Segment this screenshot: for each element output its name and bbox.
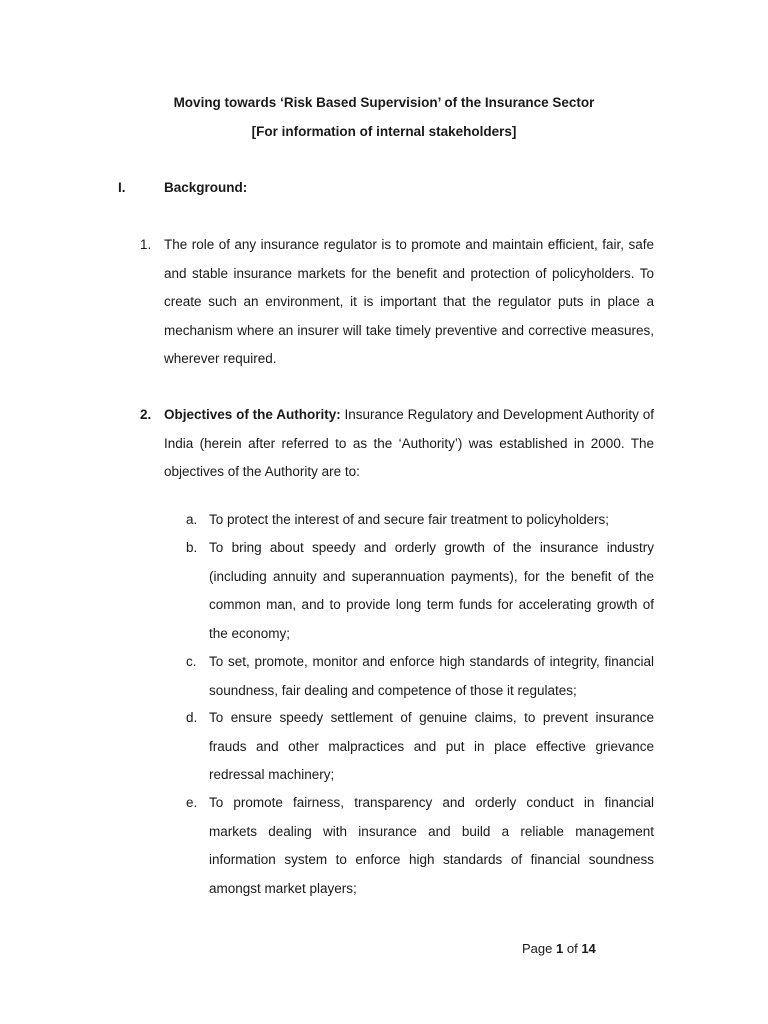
page-label: Page (522, 941, 553, 956)
list-item-text: To promote fairness, transparency and orderly conduct in financial markets dealing with insurance and build a reliable management information system to enforce high standards of financial soundness amongst market players; (209, 795, 654, 896)
paragraph-body (164, 231, 654, 374)
page-footer (522, 941, 596, 956)
paragraph-text: The role of any insurance regulator is to promote and maintain efficient, fair, safe and stable insurance markets for the benefit and protection of policyholders. To create such an environment, it is important that the regulator puts in place a mechanism where an insurer will take timely preventive and corrective measures, wherever required. (164, 237, 654, 366)
paragraph-number: 1. (140, 237, 152, 252)
section-heading: Background: (164, 180, 248, 195)
list-item-text: To ensure speedy settlement of genuine claims, to prevent insurance frauds and other malpractices and put in place effective grievance redressal machinery; (209, 710, 654, 782)
of-label: of (566, 941, 578, 956)
list-item-text: To bring about speedy and orderly growth of the insurance industry (including annuity and superannuation payments), for the benefit of the common man, and to provide long term funds for accelerating growth of the economy; (209, 540, 654, 641)
list-item-letter: c. (186, 654, 197, 669)
total-pages: 14 (581, 941, 596, 956)
section-number: I. (118, 180, 126, 195)
list-item-letter: e. (186, 795, 198, 810)
document-subtitle: [For information of internal stakeholders] (251, 124, 517, 139)
list-item-text: To protect the interest of and secure fair treatment to policyholders; (209, 512, 609, 527)
list-item-letter: b. (186, 540, 198, 555)
document-title: Moving towards ‘Risk Based Supervision’ of the Insurance Sector (173, 95, 595, 110)
paragraph-body (164, 401, 654, 487)
paragraph-lead: Objectives of the Authority: (164, 407, 341, 422)
list-item-text: To set, promote, monitor and enforce high standards of integrity, financial soundness, fair dealing and competence of those it regulates; (209, 654, 654, 698)
list-item-letter: d. (186, 710, 198, 725)
paragraph-number: 2. (140, 407, 152, 422)
list-item-letter: a. (186, 512, 198, 527)
paragraph-text: Insurance Regulatory and Development Authority of India (herein after referred to as the ‘Authority’) was established in 2000. The objectives of the Authority are to: (164, 407, 655, 479)
current-page-number: 1 (556, 941, 564, 956)
